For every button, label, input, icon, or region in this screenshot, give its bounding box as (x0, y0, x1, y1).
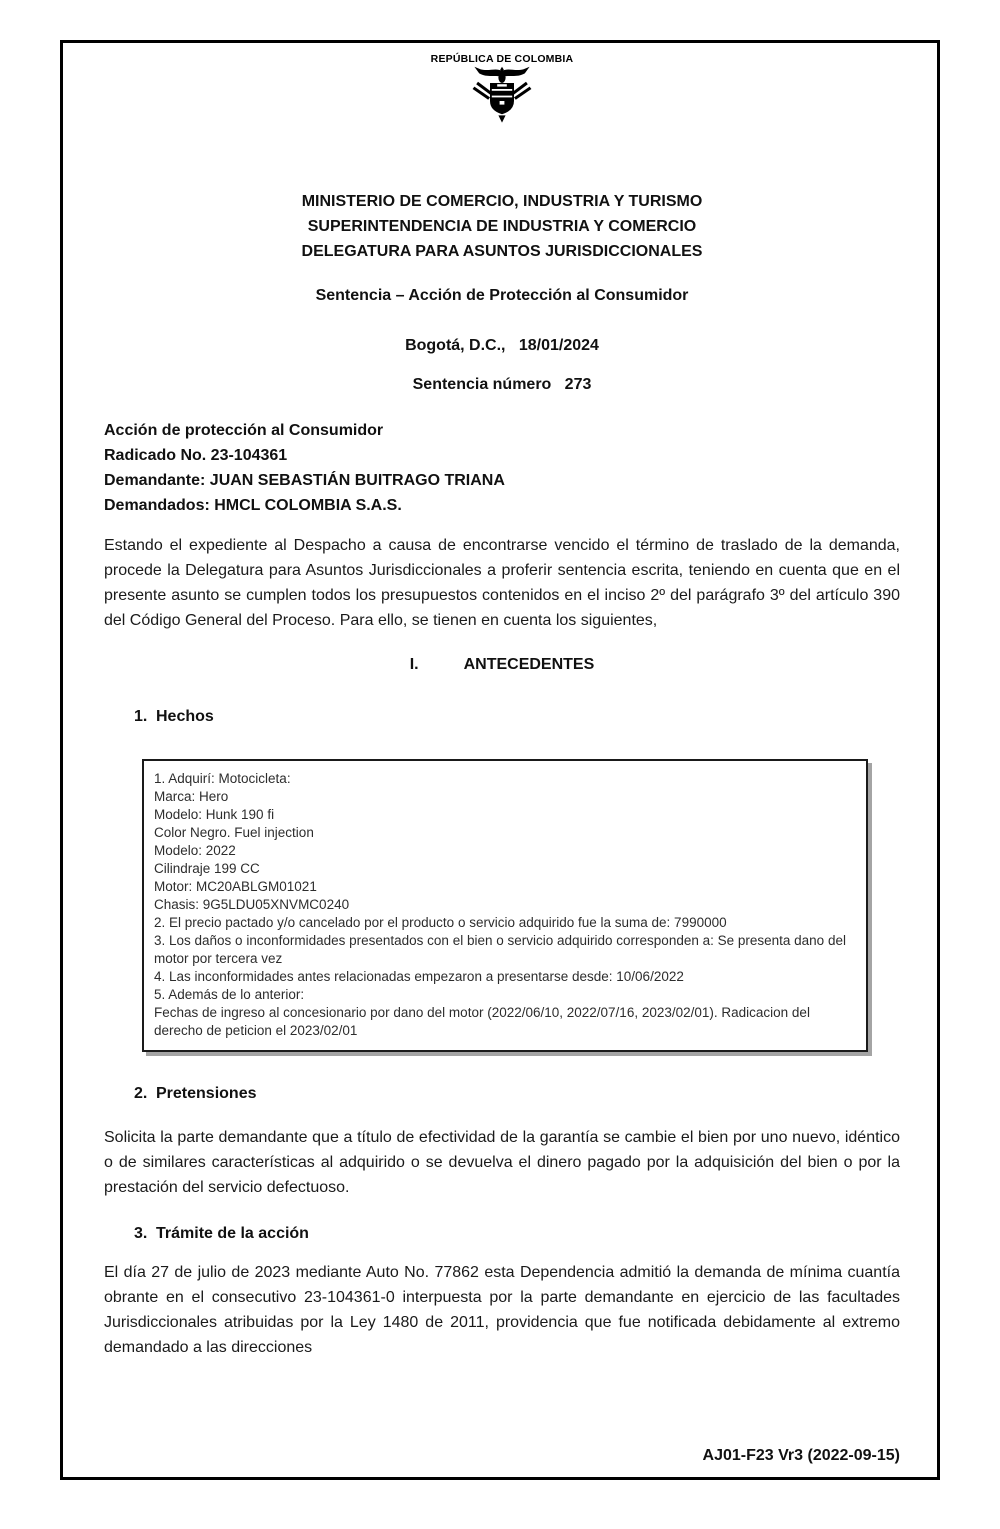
header-line-ministerio: MINISTERIO DE COMERCIO, INDUSTRIA Y TURISMO (301, 193, 703, 210)
fact-line: Modelo: Hunk 190 fi (154, 807, 275, 822)
tramite-paragraph: El día 27 de julio de 2023 mediante Auto No. 77862 esta Dependencia admitió la demanda de mínima cuantía obrante en el consecutivo 23-104361-0 interpuesta por la parte demandante en ejercicio de las facultades Jurisdiccionales atribuidas por la Ley 1480 de 2011, providencia que fue notificada debidamente al extremo demandado a las direcciones (104, 1264, 900, 1356)
heading-hechos (104, 708, 900, 726)
case-demandante: Demandante: JUAN SEBASTIÁN BUITRAGO TRIANA (104, 472, 505, 489)
heading-number: 1. (134, 708, 148, 725)
fact-line: 1. Adquirí: Motocicleta: (154, 771, 291, 786)
fact-line: Fechas de ingreso al concesionario por dano del motor (2022/06/10, 2022/07/16, 2023/02/01). Radicacion del derecho de peticion el 2023/02/01 (154, 1005, 810, 1038)
letterhead (104, 53, 900, 124)
fact-line: 5. Además de lo anterior: (154, 987, 305, 1002)
section-roman-numeral: I. (409, 656, 419, 673)
republic-label: REPÚBLICA DE COLOMBIA (430, 53, 574, 65)
fact-line: Chasis: 9G5LDU05XNVMC0240 (154, 897, 350, 912)
heading-label: Pretensiones (156, 1085, 257, 1102)
fact-line: Marca: Hero (154, 789, 229, 804)
fact-line: Motor: MC20ABLGM01021 (154, 879, 317, 894)
fact-line: Color Negro. Fuel injection (154, 825, 314, 840)
document-type-title: Sentencia – Acción de Protección al Consumidor (315, 287, 689, 304)
document-content (63, 43, 937, 1477)
section-antecedentes (104, 656, 900, 674)
heading-label: Hechos (156, 708, 214, 725)
city-and-date: Bogotá, D.C., 18/01/2024 (405, 337, 599, 354)
case-radicado: Radicado No. 23-104361 (104, 447, 288, 464)
institution-headers (104, 189, 900, 264)
colombia-coat-of-arms-icon (466, 66, 538, 124)
pretensiones-paragraph: Solicita la parte demandante que a título de efectividad de la garantía se cambie el bien por uno nuevo, idéntico o de similares características al adquirido o se devuelva el dinero pagado por la adquisición del bien o por la prestación del servicio defectuoso. (104, 1129, 900, 1196)
section-title: ANTECEDENTES (463, 656, 595, 673)
header-line-superintendencia: SUPERINTENDENCIA DE INDUSTRIA Y COMERCIO (307, 218, 697, 235)
case-action-type: Acción de protección al Consumidor (104, 422, 384, 439)
intro-paragraph: Estando el expediente al Despacho a causa de encontrarse vencido el término de traslado de la demanda, procede la Delegatura para Asuntos Jurisdiccionales a proferir sentencia escrita, teniendo en cuenta que en el presente asunto se cumplen todos los presupuestos contenidos en el inciso 2º del parágrafo 3º del artículo 390 del Código General del Proceso. Para ello, se tienen en cuenta los siguientes, (104, 537, 900, 629)
fact-line: 2. El precio pactado y/o cancelado por el producto o servicio adquirido fue la suma de: 7990000 (154, 915, 727, 930)
fact-line: 4. Las inconformidades antes relacionadas empezaron a presentarse desde: 10/06/2022 (154, 969, 684, 984)
fact-line: Cilindraje 199 CC (154, 861, 260, 876)
fact-line: 3. Los daños o inconformidades presentados con el bien o servicio adquirido corresponden a: Se presenta dano del motor por tercera vez (154, 933, 846, 966)
case-info-block (104, 418, 900, 518)
header-line-delegatura: DELEGATURA PARA ASUNTOS JURISDICCIONALES (301, 243, 703, 260)
fact-line: Modelo: 2022 (154, 843, 236, 858)
heading-number: 3. (134, 1225, 148, 1242)
facts-quote-box (142, 759, 868, 1052)
form-code-footer: AJ01-F23 Vr3 (2022-09-15) (702, 1447, 900, 1464)
heading-pretensiones (104, 1085, 900, 1103)
sentence-number: Sentencia número 273 (412, 376, 592, 393)
heading-label: Trámite de la acción (156, 1225, 309, 1242)
heading-tramite (104, 1225, 900, 1243)
document-page (60, 40, 940, 1480)
heading-number: 2. (134, 1085, 148, 1102)
case-demandados: Demandados: HMCL COLOMBIA S.A.S. (104, 497, 402, 514)
